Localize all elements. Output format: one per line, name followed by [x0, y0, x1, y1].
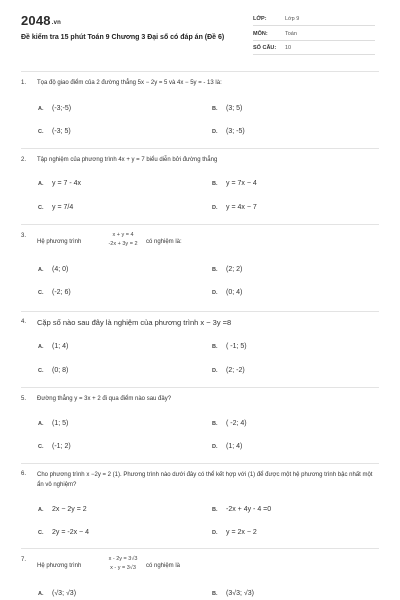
question-text-suffix: có nghiệm là	[146, 563, 181, 569]
question-text-suffix: có nghiệm là:	[146, 239, 182, 245]
divider	[21, 548, 379, 549]
divider	[21, 311, 379, 312]
divider	[21, 71, 379, 72]
page-header	[0, 0, 400, 62]
site-logo[interactable]: 2048.vn	[21, 13, 62, 28]
question-text: Cặp số nào sau đây là nghiệm của phương trình x − 3y =8	[37, 318, 232, 327]
document-title: Đề kiểm tra 15 phút Toán 9 Chương 3 Đại số có đáp án (Đề 6)	[21, 34, 225, 41]
divider	[21, 224, 379, 225]
question-number: 1.	[21, 80, 27, 86]
question-text: Tọa độ giao điểm của 2 đường thẳng 5x − 2y = 5 và 4x − 5y = - 13 là:	[37, 80, 222, 86]
equation-system: x - 2y = 3√3 x - y = 3√3	[108, 556, 138, 571]
meta-question-count: SỐ CÂU: 10	[253, 44, 375, 55]
meta-subject: MÔN: Toán	[253, 30, 375, 41]
divider	[21, 463, 379, 464]
divider	[21, 148, 379, 149]
meta-grade: LỚP: Lớp 9	[253, 15, 375, 26]
question-number: 7.	[21, 557, 27, 563]
question-number: 3.	[21, 233, 27, 239]
question-text: Hệ phương trình	[37, 563, 82, 569]
question-number: 2.	[21, 157, 27, 163]
question-text: Hệ phương trình	[37, 239, 82, 245]
divider	[21, 387, 379, 388]
question-text: Đường thẳng y = 3x + 2 đi qua điểm nào sau đây?	[37, 396, 172, 402]
question-number: 4.	[21, 319, 27, 325]
question-text: Cho phương trình x −2y = 2 (1). Phương trình nào dưới đây có thể kết hợp với (1) để được một hệ phương trình bậc nhất một ẩn vô nghiệm?	[37, 472, 373, 488]
question-text: Tập nghiệm của phương trình 4x + y = 7 biểu diễn bởi đường thẳng	[37, 157, 218, 163]
equation-system: x + y = 4 -2x + 3y = 2	[108, 232, 138, 247]
question-number: 5.	[21, 396, 27, 402]
question-number: 6.	[21, 471, 27, 477]
